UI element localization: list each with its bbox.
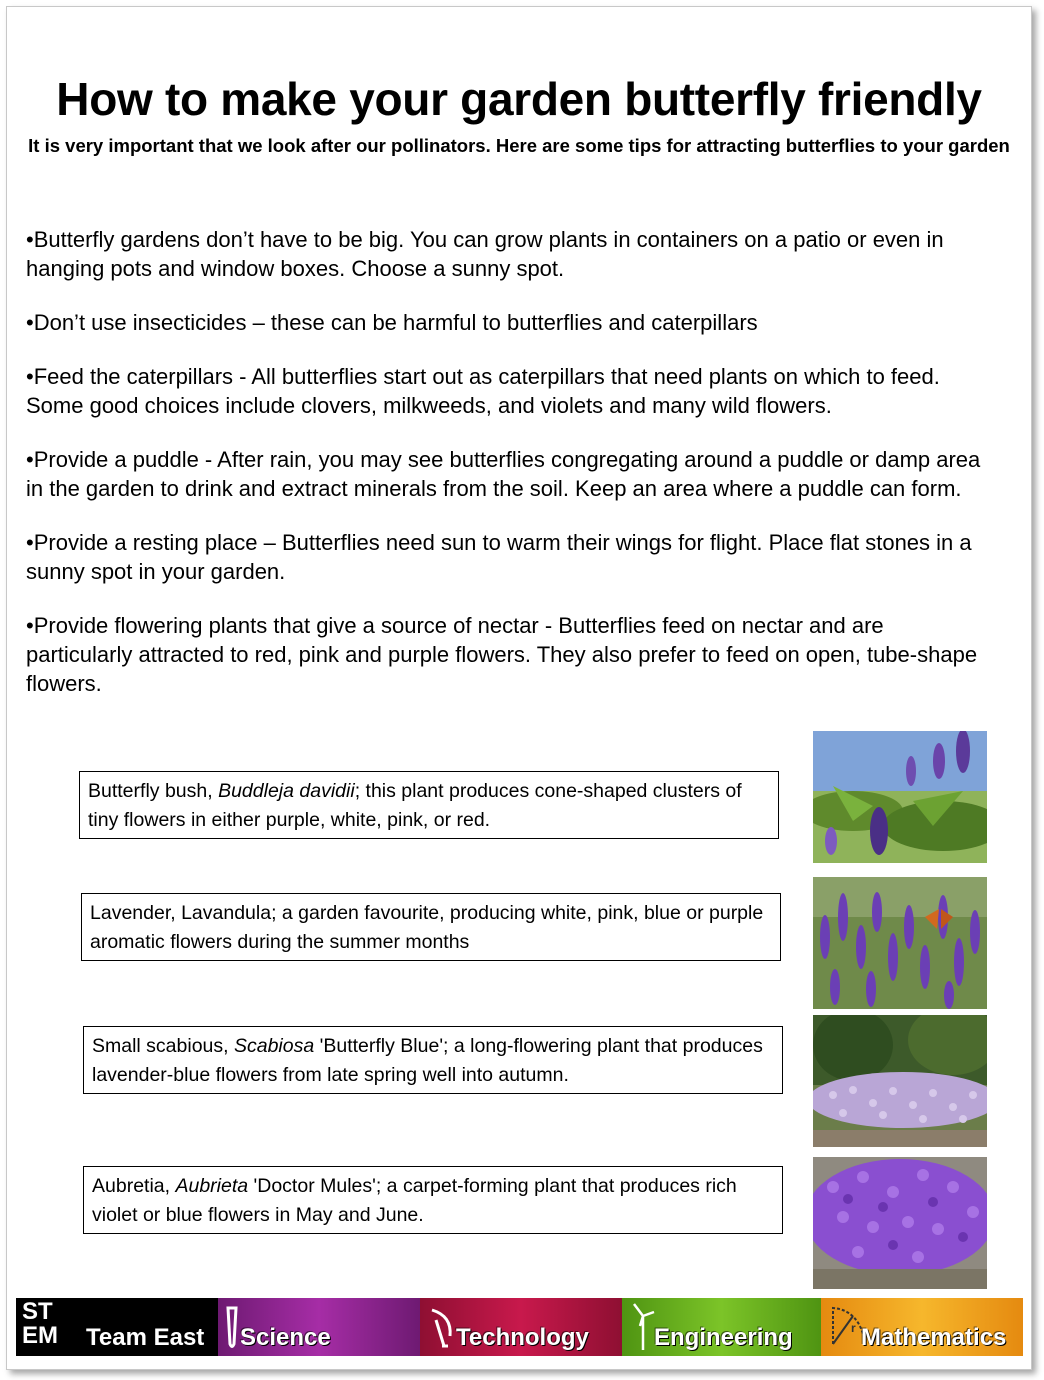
plant-text: Butterfly bush,: [88, 780, 219, 802]
plant-text: Aubretia,: [92, 1175, 176, 1197]
plant-box-aubretia: [83, 1166, 783, 1234]
footer-science: [218, 1298, 420, 1356]
plant-text: 'Butterfly Blue'; a long-flowering plant that produces lavender-blue flowers from late spring well into autumn.: [92, 1035, 763, 1086]
plant-text: ; this plant produces cone-shaped clusters of tiny flowers in either purple, white, pink, or red.: [88, 780, 742, 831]
footer-label: Engineering: [654, 1324, 793, 1351]
plant-box-buddleja: [79, 771, 779, 839]
footer-label: Mathematics: [861, 1324, 1007, 1351]
plant-latin-name: Scabiosa: [233, 1035, 315, 1057]
lavender-photo: [813, 877, 987, 1009]
plant-text: Small scabious,: [92, 1035, 234, 1057]
page-title: How to make your garden butterfly friendly: [56, 73, 982, 125]
stem-logo-line2: EM: [22, 1322, 58, 1349]
stem-logo: [22, 1300, 58, 1348]
tips-list: [26, 225, 996, 723]
tip-item: •Feed the caterpillars - All butterflies start out as caterpillars that need plants on which to feed. Some good choices include clovers, milkweeds, and violets and many wild flowers.: [26, 364, 940, 418]
footer-label: Science: [240, 1324, 331, 1351]
plant-text: Lavender, Lavandula; a garden favourite, producing white, pink, blue or purple aromatic flowers during the summer months: [90, 902, 764, 953]
page-subtitle: It is very important that we look after our pollinators. Here are some tips for attracting butterflies to your garden: [28, 135, 1010, 156]
svg-text:r: r: [851, 1321, 856, 1335]
footer-mathematics: [821, 1298, 1023, 1356]
stem-logo-line1: ST: [22, 1298, 53, 1325]
wind-turbine-icon: [630, 1302, 656, 1356]
plant-latin-name: Aubrieta: [175, 1175, 249, 1197]
aubretia-photo: [813, 1157, 987, 1289]
scabious-photo: [813, 1015, 987, 1147]
footer-engineering: [622, 1298, 821, 1356]
plant-latin-name: Buddleja davidii: [218, 780, 355, 802]
document-page: [6, 6, 1032, 1370]
tip-item: •Butterfly gardens don’t have to be big. You can grow plants in containers on a patio or even in hanging pots and window boxes. Choose a sunny spot.: [26, 227, 944, 281]
footer-label: Team East: [86, 1324, 205, 1351]
buddleja-photo: [813, 731, 987, 863]
tip-item: •Provide a resting place – Butterflies need sun to warm their wings for flight. Place flat stones in a sunny spot in your garden.: [26, 530, 972, 584]
plant-box-scabious: [83, 1026, 783, 1094]
plant-box-lavender: [81, 893, 781, 961]
stem-footer-bar: [16, 1298, 1023, 1356]
footer-label: Technology: [456, 1324, 589, 1351]
tip-item: •Provide flowering plants that give a source of nectar - Butterflies feed on nectar and are particularly attracted to red, pink and purple flowers. They also prefer to feed on open, tube-shape flowers.: [26, 613, 978, 696]
tip-item: •Provide a puddle - After rain, you may see butterflies congregating around a puddle or damp area in the garden to drink and extract minerals from the soil. Keep an area where a puddle can form.: [26, 447, 981, 501]
test-tube-icon: [224, 1306, 240, 1356]
satellite-dish-icon: [428, 1306, 458, 1356]
footer-technology: [420, 1298, 622, 1356]
footer-team-east: [16, 1298, 218, 1356]
tip-item: •Don’t use insecticides – these can be harmful to butterflies and caterpillars: [26, 310, 758, 335]
plant-text: 'Doctor Mules'; a carpet-forming plant that produces rich violet or blue flowers in May and June.: [92, 1175, 737, 1226]
